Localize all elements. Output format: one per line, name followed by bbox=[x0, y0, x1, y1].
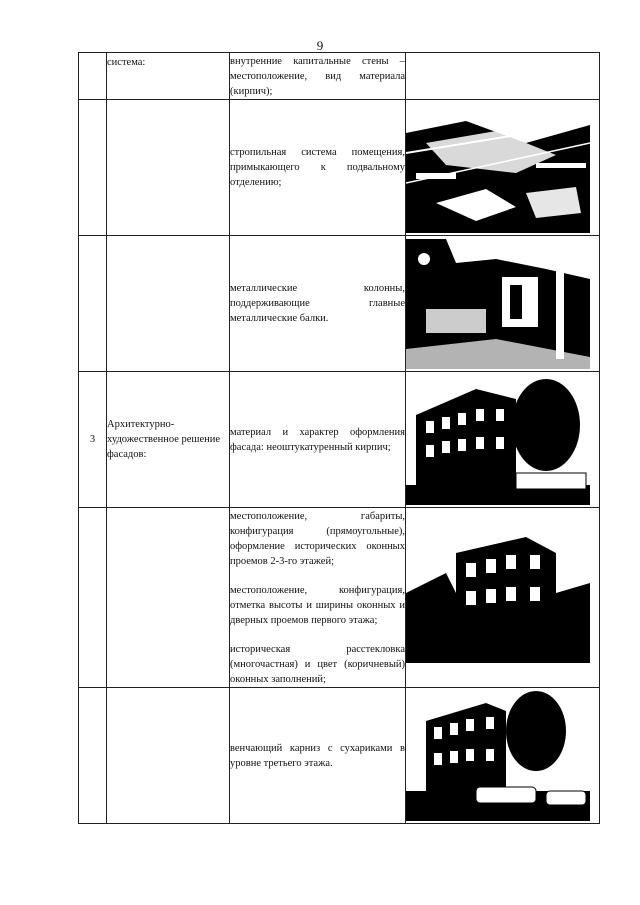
row-description: венчающий карниз с сухариками в уровне третьего этажа. bbox=[230, 688, 406, 824]
row-number bbox=[79, 508, 107, 688]
row-name bbox=[107, 508, 230, 688]
facade-photo-1 bbox=[406, 375, 590, 505]
row-number bbox=[79, 100, 107, 236]
row-number bbox=[79, 236, 107, 372]
row-photo-cell bbox=[406, 508, 600, 688]
row-photo-cell bbox=[406, 53, 600, 100]
table-row bbox=[79, 372, 600, 508]
subject-protection-table bbox=[78, 52, 600, 824]
row-name: система: bbox=[107, 53, 230, 100]
row-description: местоположение, габариты, конфигурация (прямоугольные), оформление исторических оконных проемов 2-3-го этажей; местоположение, конфигурация, отметка высоты и ширины оконных и дверных проемов первого этажа; историческая расстекловка (многочастная) и цвет (коричневый) оконных заполнений; bbox=[230, 508, 406, 688]
row-description: стропильная система помещения, примыкающего к подвальному отделению; bbox=[230, 100, 406, 236]
facade-photo-2 bbox=[406, 533, 590, 663]
rafter-system-photo bbox=[406, 103, 590, 233]
cornice-photo bbox=[406, 691, 590, 821]
page-number: 9 bbox=[316, 38, 324, 53]
row-description: материал и характер оформления фасада: неоштукатуренный кирпич; bbox=[230, 372, 406, 508]
table-row bbox=[79, 508, 600, 688]
row-number: 3 bbox=[79, 372, 107, 508]
row-photo-cell bbox=[406, 372, 600, 508]
table-row bbox=[79, 100, 600, 236]
table-row bbox=[79, 53, 600, 100]
row-number bbox=[79, 53, 107, 100]
row-name: Архитектурно-художественное решение фасадов: bbox=[107, 372, 230, 508]
row-description: металлические колонны, поддерживающие главные металлические балки. bbox=[230, 236, 406, 372]
row-number bbox=[79, 688, 107, 824]
row-photo-cell bbox=[406, 236, 600, 372]
row-photo-cell bbox=[406, 100, 600, 236]
table-row bbox=[79, 236, 600, 372]
row-name bbox=[107, 236, 230, 372]
row-name bbox=[107, 100, 230, 236]
metal-columns-photo bbox=[406, 239, 590, 369]
row-photo-cell bbox=[406, 688, 600, 824]
row-name bbox=[107, 688, 230, 824]
table-row bbox=[79, 688, 600, 824]
row-description: внутренние капитальные стены – местоположение, вид материала (кирпич); bbox=[230, 53, 406, 100]
